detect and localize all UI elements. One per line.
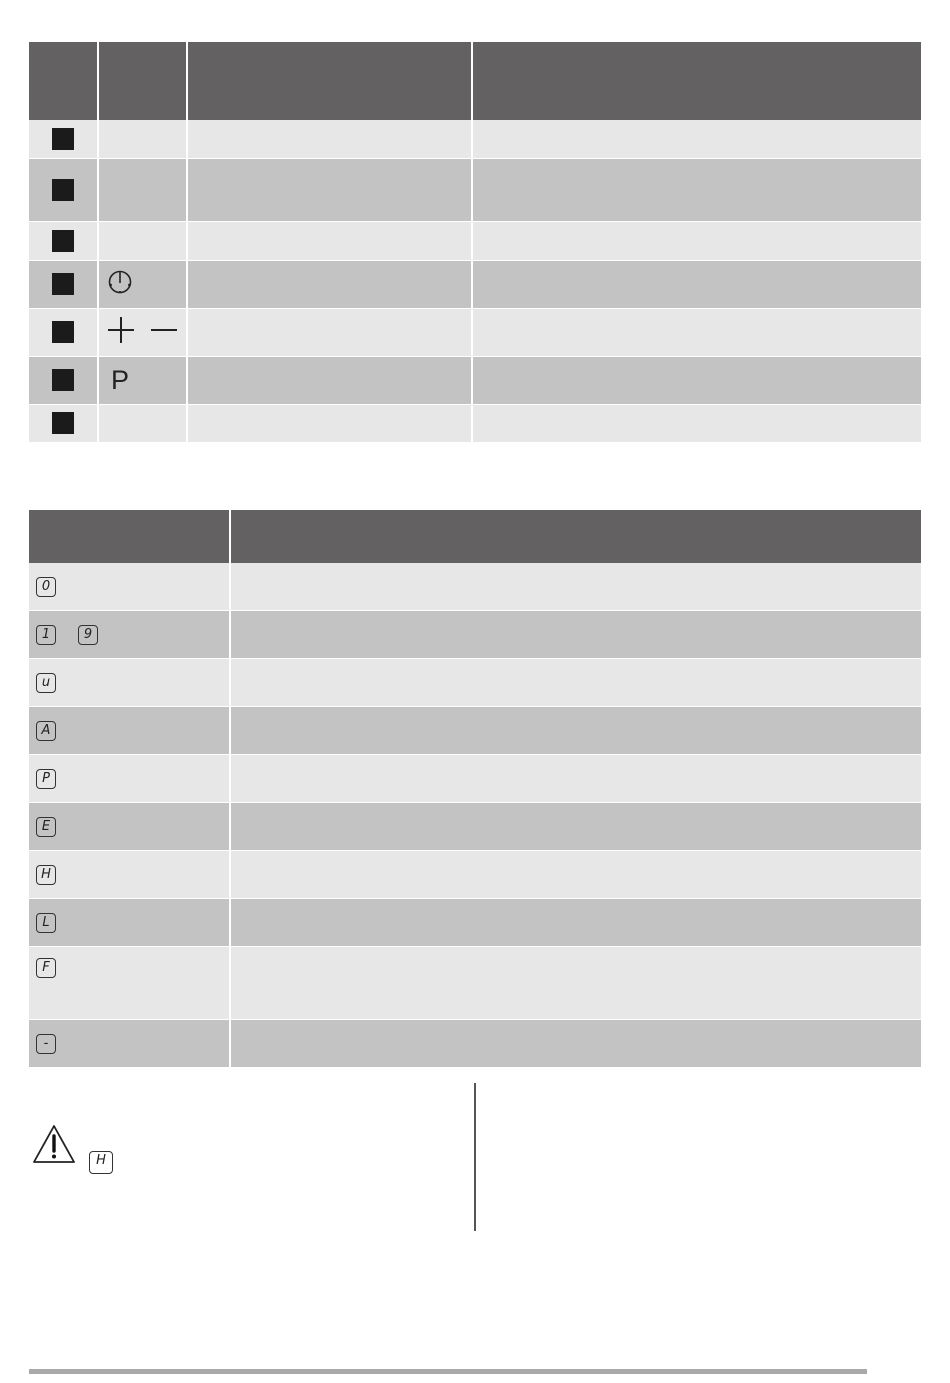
- row-marker: [52, 273, 74, 295]
- display-header-description: [230, 510, 921, 563]
- table-row: [29, 1020, 921, 1068]
- table-row: [29, 947, 921, 1020]
- minus-icon: [150, 316, 178, 344]
- controls-header-description: [472, 42, 921, 120]
- controls-header-symbol: [98, 42, 187, 120]
- display-symbol: u: [36, 673, 56, 693]
- column-divider: [474, 1083, 476, 1231]
- table-row: [29, 851, 921, 899]
- display-header-symbol: [29, 510, 230, 563]
- display-symbol: A: [36, 721, 56, 741]
- table-row: [29, 707, 921, 755]
- table-row: [29, 404, 921, 442]
- table-row: [29, 221, 921, 260]
- p-symbol: P: [111, 364, 130, 395]
- display-symbol: E: [36, 817, 56, 837]
- table-row: [29, 899, 921, 947]
- display-symbol: -: [36, 1034, 56, 1054]
- display-symbol: F: [36, 958, 56, 978]
- row-marker: [52, 128, 74, 150]
- table-row: [29, 659, 921, 707]
- table-row: [29, 803, 921, 851]
- table-row: [29, 563, 921, 611]
- table-row: [29, 260, 921, 308]
- display-table: [29, 510, 921, 1068]
- display-header-row: [29, 510, 921, 563]
- controls-header-number: [29, 42, 98, 120]
- timer-icon: [107, 269, 133, 295]
- row-marker: [52, 230, 74, 252]
- controls-header-function: [187, 42, 472, 120]
- table-row: [29, 120, 921, 158]
- table-row: [29, 755, 921, 803]
- table-row: [29, 611, 921, 659]
- table-row: [29, 308, 921, 356]
- warning-triangle-icon: [32, 1124, 76, 1164]
- row-marker: [52, 412, 74, 434]
- display-symbol: 9: [78, 625, 98, 645]
- display-symbol: 0: [36, 577, 56, 597]
- table-row: [29, 356, 921, 404]
- display-symbol: 1: [36, 625, 56, 645]
- controls-header-row: [29, 42, 921, 120]
- footer-rule: [29, 1369, 867, 1374]
- table-row: [29, 158, 921, 221]
- plus-icon: [107, 316, 135, 344]
- display-symbol: P: [36, 769, 56, 789]
- warning-display-symbol: H: [89, 1151, 113, 1174]
- row-marker: [52, 179, 74, 201]
- display-symbol: H: [36, 865, 56, 885]
- controls-table: [29, 42, 921, 443]
- row-marker: [52, 321, 74, 343]
- row-marker: [52, 369, 74, 391]
- display-symbol: L: [36, 913, 56, 933]
